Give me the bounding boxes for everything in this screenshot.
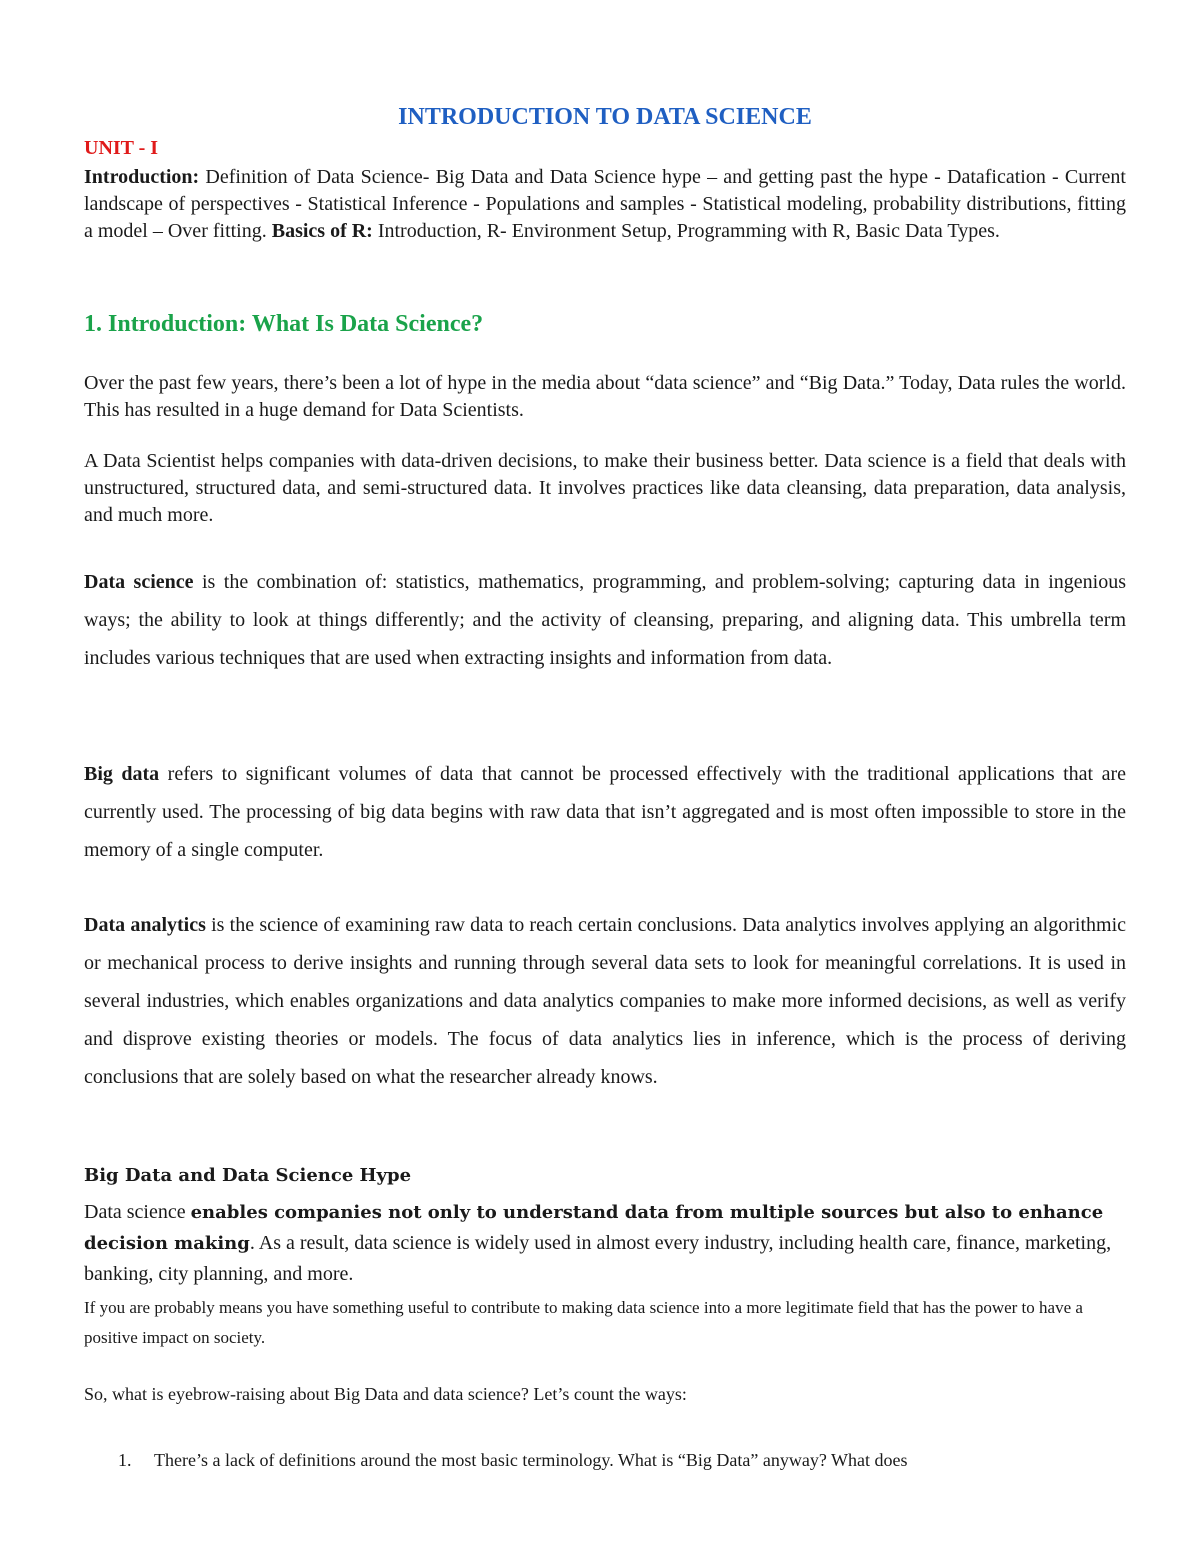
definition-big-data: refers to significant volumes of data that cannot be processed effectively with the traditional applications that are currently used. The processing of big data begins with raw data that isn’t aggregated and is most often impossible to store in the memory of a single computer.: [84, 763, 1126, 861]
definition-data-science: is the combination of: statistics, mathematics, programming, and problem-solving; capturing data in ingenious ways; the ability to look at things differently; and the activity of cleansing, preparing, and aligning data. This umbrella term includes various techniques that are used when extracting insights and information from data.: [84, 571, 1127, 669]
paragraph-data-scientist: A Data Scientist helps companies with data-driven decisions, to make their business better. Data science is a field that deals with unstructured, structured data, and semi-structured data. It involves practices like data cleansing, data preparation, data analysis, and much more.: [84, 450, 1126, 526]
list-item-number: 1.: [118, 1450, 132, 1470]
syllabus-intro-label: Introduction:: [84, 166, 200, 188]
hype-tail: . As a result, data science is widely used in almost every industry, including health care, finance, marketing, banking, city planning, and more.: [84, 1232, 1112, 1285]
section-heading: 1. Introduction: What Is Data Science?: [84, 311, 484, 337]
definition-data-analytics: is the science of examining raw data to reach certain conclusions. Data analytics involves applying an algorithmic or mechanical process to derive insights and running through several data sets to look for meaningful correlations. It is used in several industries, which enables organizations and data analytics companies to make more informed decisions, as well as verify and disprove existing theories or models. The focus of data analytics lies in inference, which is the process of deriving conclusions that are solely based on what the researcher already knows.: [84, 914, 1126, 1088]
syllabus-paragraph: [84, 164, 1126, 245]
paragraph-big-data: [84, 755, 1126, 869]
syllabus-basics-text: Introduction, R- Environment Setup, Programming with R, Basic Data Types.: [372, 220, 1000, 242]
syllabus-basics-label: Basics of R:: [271, 220, 373, 242]
hype-lead: Data science: [84, 1201, 191, 1223]
paragraph-data-analytics: [84, 906, 1126, 1096]
document-title: INTRODUCTION TO DATA SCIENCE: [398, 104, 812, 130]
subheading-hype: Big Data and Data Science Hype: [84, 1165, 412, 1186]
term-data-analytics: Data analytics: [84, 914, 206, 936]
list-item-text: There’s a lack of definitions around the most basic terminology. What is “Big Data” anyway? What does: [154, 1450, 908, 1470]
paragraph-hype: [84, 1197, 1126, 1290]
list-item: [118, 1450, 1126, 1471]
syllabus-intro-text: Definition of Data Science- Big Data and Data Science hype – and getting past the hype - Datafication - Current landscape of perspectives - Statistical Inference - Populations and samples - Statistical modeling, probability distributions, fitting a model – Over fitting.: [84, 166, 1126, 242]
paragraph-count-ways: So, what is eyebrow-raising about Big Data and data science? Let’s count the ways:: [84, 1384, 687, 1404]
unit-label: UNIT - I: [84, 137, 159, 159]
paragraph-hype-intro: Over the past few years, there’s been a lot of hype in the media about “data science” and “Big Data.” Today, Data rules the world. This has resulted in a huge demand for Data Scientists.: [84, 372, 1126, 421]
hype-bold: enables companies not only to understand data from multiple sources but also to enhance decision making: [84, 1202, 1104, 1254]
paragraph-legitimate: If you are probably means you have something useful to contribute to making data science into a more legitimate field that has the power to have a positive impact on society.: [84, 1298, 1083, 1347]
term-big-data: Big data: [84, 763, 160, 785]
term-data-science: Data science: [84, 571, 194, 593]
paragraph-data-science: [84, 563, 1126, 677]
